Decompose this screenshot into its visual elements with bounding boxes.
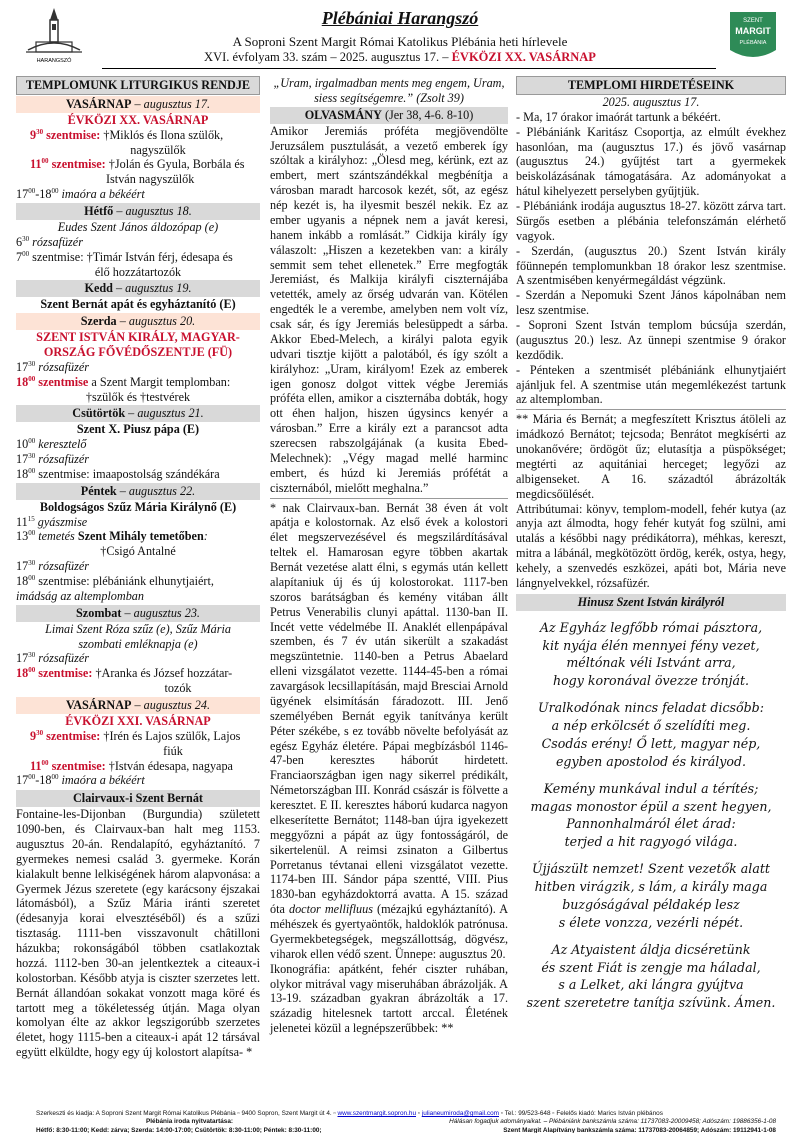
issue-highlight: ÉVKÖZI XX. VASÁRNAP xyxy=(451,50,596,64)
schedule-line: $11^{15}$ gyászmise xyxy=(16,514,88,529)
wednesday-feast: SZENT ISTVÁN KIRÁLY, MAGYAR- xyxy=(36,330,240,344)
day-saturday: Szombat – augusztus 23. xyxy=(16,605,260,622)
announcements-date: 2025. augusztus 17. xyxy=(602,94,700,109)
hymn-line: Pannonhalmáról élet árad: xyxy=(566,816,736,832)
hymn-line: hogy koronával övezze trónját. xyxy=(552,673,750,689)
bernat-continued: * nak Clairvaux-ban. Bernát 38 éven át volt apátja e kolostornak. Az első évek a kolostori élet megszervezésével és megszilárdításával teltek el. Hamarosan egyre többen akartak Bernát vezetése alatt élni, s egymás után kellett alapítaniuk új és új kolostorokat. 1117-ben szoros barátságban és kemény vitában állt Petrus Venerabilis clunyi apáttal. 1130-ban II. Incét vette védelmébe II. Anaklét ellenpápával szemben, és 7 év után sikerült a szakadást megszüntetnie. 1140-ben a Petrus Abaelard elleni vizsgálatot vezette. 1144-45-ben a római zavargások lecsillapításán, majd Bresciai Arnold ügyének elsimításán fáradozott. III. Jenő személyében Bernát egyik tanítványa került Péter székébe, s ez tovább növelte befolyását az egész Egyház életére. Pápai megbízásból 1146-47-ben keresztes háborút hirdetett. Franciaországban igen nagy sikerrel prédikált, Németországban III. Konrád császár is fölvette a keresztet. E II. keresztes háború kudarca nagyon elkeserítette Bernátot; 1148-ban újra igyekezett meggyőzni a pápát az ügy fontosságáról, de sikertelenül. A reimsi zsinaton a Gilbertus Porretanus tévtanai elleni vizsgálatot vezette. 1174-ben III. Sándor pápa szentté, VIII. Pius 1830-ban egyházdoktorrá avatta. A 15. század óta doctor mellifluus (mézajkú egyháztanító). A méhészek és gyertyaöntők, haldoklók patrónusa. Gyermekbetegségek, megszállottság, dögvész, viharok ellen védő szent. Ünnepe: augusztus 20. xyxy=(270,500,508,961)
schedule-line: $18^{00}$ szentmise: †Aranka és József hozzátar- xyxy=(16,666,233,681)
hymn-line: Az Atyaistent áldja dicséretünk xyxy=(551,941,751,957)
day-wednesday: Szerda – augusztus 20. xyxy=(16,313,260,330)
tuesday-saint: Szent Bernát apát és egyháztanító (E) xyxy=(40,297,236,312)
logo-right-name: MARGIT xyxy=(735,26,771,36)
wednesday-feast-cont: ORSZÁG FŐVÉDŐSZENTJE (FÜ) xyxy=(43,344,233,359)
day-thursday: Csütörtök – augusztus 21. xyxy=(16,405,260,422)
footer-line-3: Hétfő: 8:30-11:00; Kedd: zárva; Szerda: 14:00-17:00; Csütörtök: 8:30-11:00; Péntek: 8:30-11:00; Szent Margit Alapítvány bankszámla száma: 11737083-20064859; Adószám: 19112941-1-08 xyxy=(36,1126,776,1133)
mass-line: $9^{30}$ szentmise: †Irén és Lajos szülők, Lajos xyxy=(30,728,241,743)
schedule-line-cont: imádság az altemplomban xyxy=(16,588,144,603)
divider xyxy=(270,498,508,499)
announcements-heading: TEMPLOMI HIRDETÉSEINK xyxy=(516,76,786,95)
liturgy-heading: TEMPLOMUNK LITURGIKUS RENDJE xyxy=(16,76,260,95)
mass-line-cont: fiúk xyxy=(163,743,183,758)
mass-line-cont: nagyszülők xyxy=(130,142,186,157)
issue-prefix: XVI. évfolyam 33. szám – 2025. augusztus 17. – xyxy=(204,50,452,64)
schedule-line-cont: élő hozzátartozók xyxy=(94,264,182,279)
liturgy-column xyxy=(16,76,260,1060)
hymn-line: Újjászült nemzet! Szent vezetők alatt xyxy=(532,861,770,877)
announcements-list xyxy=(516,110,786,408)
hymn-heading: Hinusz Szent István királyról xyxy=(516,594,786,611)
announcement-item: - Pénteken a szentmisét plébániánk elhunytjaiért ajánljuk fel. A szentmise után megemlékezést tartunk az altemplomban. xyxy=(516,362,786,407)
schedule-line: $10^{00}$ keresztelő xyxy=(16,437,87,452)
footer-line-2: Plébánia iroda nyitvatartása: Hálásan fogadjuk adományaikat. – Plébániánk bankszámla száma: 11737083-20009458; Adószám: 19886356-1-08 xyxy=(146,1118,776,1126)
schedule-line: $17^{30}$ rózsafüzér xyxy=(16,451,90,466)
day-sunday1: VASÁRNAP – augusztus 17. xyxy=(16,96,260,113)
sunday1-feast: ÉVKÖZI XX. VASÁRNAP xyxy=(67,112,209,127)
announcement-item: - Plébániánk Karitász Csoportja, az elmúlt évekhez hasonlóan, ma (augusztus 17.) és jövő vasárnap (augusztus 24.) gyűjtést tart a gyermekek beiskolázásának támogatására. Az adományokat a hátul kihelyezett perselyben gyűjtjük. xyxy=(516,124,786,199)
schedule-line: $17^{30}$ rózsafüzér xyxy=(16,359,90,374)
email-link[interactable]: julianeumiroda@gmail.com xyxy=(421,1110,499,1117)
hymn-line: a nép erkölcsét ő szelídíti meg. xyxy=(551,718,751,733)
bernat-scenes: ** Mária és Bernát; a megfeszített Krisztus átöleli az imádkozó Bernátot; tejcsoda; Benrátot megkísérti az unokanővére; ördögöt űz; elutasítja a püspökséget; megtérti az aquitániai herceget; legyőzi az albigenseket. A 16. századtól ábrázolták megdicsőülését. xyxy=(516,412,786,501)
hymn-line: Az Egyház legfőbb római pásztora, xyxy=(539,619,763,635)
footer-line-1: Szerkeszti és kiadja: A Soproni Szent Margit Római Katolikus Plébánia ▫ 9400 Sopron, Szent Margit út 4. ▫ www.szentmargit.sopron.hu ▫ julianeumiroda@gmail.com ▫ Tel.: 99/523-648 ▫ Felelős kiadó: Marics István plébános xyxy=(36,1110,663,1117)
day-friday: Péntek – augusztus 22. xyxy=(16,483,260,500)
announcement-item: - Ma, 17 órakor imaórát tartunk a békéért. xyxy=(516,109,721,124)
mass-line-cont: István nagyszülők xyxy=(106,172,195,187)
hymn-stanza xyxy=(516,860,786,932)
hymn-stanza xyxy=(516,699,786,771)
hymn-line: magas monostor épül a szent hegyen, xyxy=(530,798,772,814)
announcement-item: - Soproni Szent István templom búcsúja szerdán, (augusztus 20.) lesz. Az ünnepi szentmise 9 órakor kezdődik. xyxy=(516,318,786,362)
announcement-item: - Plébániánk irodája augusztus 18-27. között zárva tart. Sürgős esetben a plébánia telefonszámán elérhető vagyok. xyxy=(516,199,786,243)
website-link[interactable]: www.szentmargit.sopron.hu xyxy=(337,1110,416,1117)
schedule-line: $13^{00}$ temetés Szent Mihály temetőben: xyxy=(16,529,208,544)
footer xyxy=(36,1110,776,1133)
schedule-line: $17^{30}$ rózsafüzér xyxy=(16,651,90,666)
psalm-quote: „Uram, irgalmadban ments meg engem, Uram, xyxy=(273,76,505,90)
hymn-line: s élete vonzza, vezérli népét. xyxy=(558,914,744,930)
hymn-line: hitben virágzik, s lám, a király maga xyxy=(534,879,768,894)
masthead xyxy=(14,6,786,74)
schedule-line: $6^{30}$ rózsafüzér xyxy=(16,234,83,249)
bernat-iconography: Ikonográfia: apátként, fehér ciszter ruhában, olykor mitrával vagy miseruhában ábrázolják. A 13-19. században gyakran ábrázolták a 17. századig hitelesnek tartott arccal. Életének jelenetei közül a legnépszerűbbek: ** xyxy=(270,961,508,1036)
mass-line: $11^{00}$ szentmise: †Jolán és Gyula, Borbála és xyxy=(30,157,245,172)
hymn-text xyxy=(516,619,786,1013)
announcements-column xyxy=(516,76,786,1021)
reading-body: Amikor Jeremiás próféta megjövendölte Jeruzsálem pusztulását, a vezető emberek így szóltak a királyhoz: „Ölesd meg, kérünk, ezt az embert, mert szántszándékkal megbénítja a városban maradt harcosok kezét, sőt, az egész nép kezét is, ha ilyesmit beszél nekik. Ez az ember ugyanis a népnek nem a javát keresi, hanem inkább a romlását.” Cidkija király így válaszolt: „Hiszen a kezetekben van: a király semmit sem tehet ellenetek.” Erre megfogták Jeremiást, és Malkija királyfi ciszternájába vetették, amely az őrség udvarán van. Kötélen engedték le a verembe, amelyben nem volt víz, csak sár, és így Jeremiás belesüppedt a sárba. Akkor Ebed-Melech, a királyi palota egyik udvari tisztje kijött a palotából, és így szólt a királyhoz: „Uram, királyom! Ezek az emberek igen gonosz dolgot vittek végbe Jeremiás próféta ellen, amikor a ciszternába dobták, hogy ott éhen haljon, hiszen úgysincs kenyér a városban.” Erre a király ezt a parancsot adta szerecsen rabszolgájának (a kusita Ebed-Melechnek): „Végy magad mellé harminc embert, és húzd ki Jeremiás prófétát a ciszternából, mielőtt meghalna.” xyxy=(270,123,508,495)
announcement-item: - Szerdán, (augusztus 20.) Szent István király főünnepén templomunkban 18 órakor lesz szentmise. A szentmisében kenyérmegáldást végzünk. xyxy=(516,243,786,288)
hymn-line: buzgóságával példakép lesz xyxy=(562,896,740,912)
logo-left-text: HARANGSZÓ xyxy=(36,58,72,64)
bernat-attributes: Attribútumai: könyv, templom-modell, fehér kutya (az anyja azt álmodta, hogy fehér kutyát fog szülni, ami utalás a későbbi nagy prédikátorra), méhkas, kereszt, mitra a lábánál, megkötözött ördög, kerék, ostya, hegy, kehely, a szenvedés eszközei, apáti bot, Mária neve lángnyelvekkel, rózsafüzér. xyxy=(516,501,786,590)
hymn-line: terjed a hit ragyogó világa. xyxy=(564,834,738,850)
monday-saint: Eudes Szent János áldozópap (e) xyxy=(57,219,219,234)
hymn-stanza xyxy=(516,941,786,1013)
friday-saint: Boldogságos Szűz Mária Királynő (E) xyxy=(39,499,237,514)
hymn-line: Uralkodónak nincs feladat dicsőbb: xyxy=(538,700,764,716)
hymn-stanza xyxy=(516,619,786,691)
schedule-line: $18^{00}$ szentmise: imaapostolság szándékára xyxy=(16,466,220,481)
adoration-line: $17^{00}-18^{00}$ imaóra a békéért xyxy=(16,187,145,202)
day-tuesday: Kedd – augusztus 19. xyxy=(16,280,260,297)
issue-line xyxy=(14,50,786,65)
thursday-saint: Szent X. Piusz pápa (E) xyxy=(76,422,200,437)
hymn-line: méltónak véli Istvánt arra, xyxy=(566,655,736,671)
day-monday: Hétfő – augusztus 18. xyxy=(16,203,260,220)
hymn-line: Csodás erény! Ő lett, magyar nép, xyxy=(541,735,761,751)
hymn-stanza xyxy=(516,780,786,852)
adoration-line: $17^{00}-18^{00}$ imaóra a békéért xyxy=(16,773,145,788)
mass-line: $11^{00}$ szentmise: †István édesapa, nagyapa xyxy=(30,758,233,773)
header-rule xyxy=(102,68,716,69)
logo-right-top: SZENT xyxy=(743,18,763,24)
newsletter-subtitle: A Soproni Szent Margit Római Katolikus Plébánia heti hírlevele xyxy=(232,34,568,49)
schedule-line-cont: †Csigó Antalné xyxy=(100,544,176,559)
schedule-line: $17^{30}$ rózsafüzér xyxy=(16,559,90,574)
schedule-line: $7^{00}$ szentmise: †Timár István férj, édesapa és xyxy=(16,249,233,264)
divider xyxy=(516,409,786,410)
schedule-line: $18^{00}$ szentmise a Szent Margit templomban: xyxy=(16,374,231,389)
reading-column xyxy=(270,76,508,1036)
schedule-line: $18^{00}$ szentmise: plébániánk elhunytjaiért, xyxy=(16,573,214,588)
hymn-line: Kemény munkával indul a térítés; xyxy=(543,780,759,796)
hymn-line: kit nyája élén mennyei fény vezet, xyxy=(542,637,760,653)
day-sunday2: VASÁRNAP – augusztus 24. xyxy=(16,697,260,714)
reading-heading: OLVASMÁNY (Jer 38, 4-6. 8-10) xyxy=(270,107,508,124)
hymn-line: s a Lelket, aki lángra gyújtva xyxy=(558,977,744,993)
saturday-saint-cont: szombati emléknapja (e) xyxy=(78,636,198,651)
mass-line: $9^{30}$ szentmise: †Miklós és Ilona szülők, xyxy=(30,127,224,142)
announcement-item: - Szerdán a Nepomuki Szent János kápolnában nem lesz szentmise. xyxy=(516,288,786,318)
sunday2-feast: ÉVKÖZI XXI. VASÁRNAP xyxy=(65,713,211,728)
psalm-quote-cont: siess segítségemre.” (Zsolt 39) xyxy=(314,90,464,105)
saturday-saint: Limai Szent Róza szűz (e), Szűz Mária xyxy=(45,621,231,636)
hymn-line: és szent Fiát is zengje ma háladal, xyxy=(541,959,761,975)
hymn-line: egyben apostolod és királyod. xyxy=(555,753,747,769)
szent-margit-logo xyxy=(726,8,780,62)
newsletter-title: Plébániai Harangszó xyxy=(321,8,479,28)
bernat-body: Fontaine-les-Dijonban (Burgundia) született 1090-ben, és Clairvaux-ban halt meg 1153. augusztus 20-án. Rendalapító, egyháztanító. 7 gyermekes nemesi család 3. gyermeke. Korán kialakult benne lelkiségének három alapvonása: a Gyermek Jézus szeretete (egy karácsony éjszakai látomásból), a Szűz Mária iránti szeretet (édesanyja korai elvesztéséből) és a szűzi tisztaság. 1111-ben visszavonult châtilloni házukba; rokonságából többen csatlakoztak hozzá. 1112-ben 30-an jelentkeztek a citeaux-i kolostorban. Később atyja is ciszter szerzetes lett. Bernát állandóan sokakat vonzott maga köré és tartott meg a tökéletesség útján. Maga olyan komolyan élte az akkor legszigorúbb szerzetes életet, hogy 1115-ben a citeaux-i apát 12 társával együtt elküldte, hogy egy új kolostort alapítsa- * xyxy=(16,807,260,1060)
schedule-line-cont: †szülők és †testvérek xyxy=(85,389,191,404)
hymn-line: szent szeretetre tanítja szívünk. Ámen. xyxy=(526,995,776,1011)
bernat-heading: Clairvaux-i Szent Bernát xyxy=(16,790,260,807)
logo-right-bottom: PLÉBÁNIA xyxy=(739,40,767,46)
schedule-line-cont: tozók xyxy=(164,681,192,696)
